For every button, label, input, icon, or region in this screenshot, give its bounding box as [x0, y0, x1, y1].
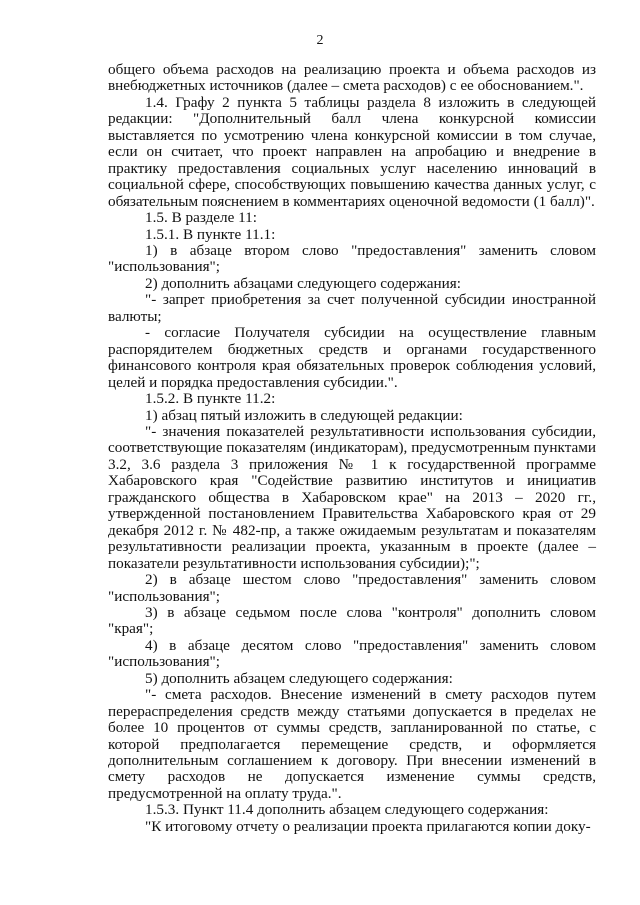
paragraph: 1.5.1. В пункте 11.1: [145, 225, 276, 243]
paragraph: 1.4. Графу 2 пункта 5 таблицы раздела 8 изложить в следующей редакции: "Дополнительный балл члена конкурсной комиссии выставляется по усмотрению члена конкурсной комиссии в том случае, если он считает, что проект направлен на апробацию и внедрение в практику предоставления социальных услуг населению инноваций в социальной сфере, способствующих повышению качества данных услуг, с обязательным пояснением в комментариях оценочной ведомости (1 балл)". [108, 93, 596, 210]
paragraph: 1.5.3. Пункт 11.4 дополнить абзацем следующего содержания: [145, 801, 549, 819]
paragraph: "К итоговому отчету о реализации проекта прилагаются копии доку- [145, 817, 591, 835]
document-body [108, 62, 596, 835]
page-number: 2 [316, 33, 324, 48]
paragraph: 5) дополнить абзацем следующего содержания: [145, 669, 453, 687]
paragraph: - согласие Получателя субсидии на осуществление главным распорядителем бюджетных средств и органами государственного финансового контроля края обязательных проверок соблюдения условий, целей и порядка предоставления субсидии.". [108, 324, 596, 391]
paragraph: "- значения показателей результативности использования субсидии, соответствующие показателям (индикаторам), предусмотренным пунктами 3.2, 3.6 раздела 3 приложения № 1 к государственной программе Хабаровского края "Содействие развитию институтов и инициатив гражданского общества в Хабаровском крае" на 2013 – 2020 гг., утвержденной постановлением Правительства Хабаровского края от 29 декабря 2012 г. № 482-пр, а также ожидаемым результатам и показателям результативности реализации проекта, указанным в проекте (далее – показатели результативности использования субсидии);"; [108, 422, 596, 572]
paragraph: "- смета расходов. Внесение изменений в смету расходов путем перераспределения средств между статьями допускается в пределах не более 10 процентов от суммы средств, запланированной по статье, с которой предполагается перемещение средств, и оформляется дополнительным соглашением к договору. При внесении изменений в смету расходов не допускается изменение суммы средств, предусмотренной на оплату труда.". [108, 686, 596, 802]
paragraph: общего объема расходов на реализацию проекта и объема расходов из внебюджетных источников (далее – смета расходов) с ее обоснованием.". [108, 61, 596, 95]
paragraph: 2) в абзаце шестом слово "предоставления" заменить словом "использования"; [108, 571, 596, 605]
paragraph: 2) дополнить абзацами следующего содержания: [145, 274, 461, 292]
paragraph: 1) абзац пятый изложить в следующей редакции: [145, 406, 463, 424]
paragraph: 3) в абзаце седьмом после слова "контроля" дополнить словом "края"; [108, 603, 596, 638]
paragraph: 1.5.2. В пункте 11.2: [145, 390, 276, 408]
paragraph: 4) в абзаце десятом слово "предоставления" заменить словом "использования"; [108, 636, 596, 671]
paragraph: "- запрет приобретения за счет полученной субсидии иностранной валюты; [108, 291, 596, 325]
paragraph: 1.5. В разделе 11: [145, 209, 257, 227]
paragraph: 1) в абзаце втором слово "предоставления" заменить словом "использования"; [108, 241, 596, 276]
